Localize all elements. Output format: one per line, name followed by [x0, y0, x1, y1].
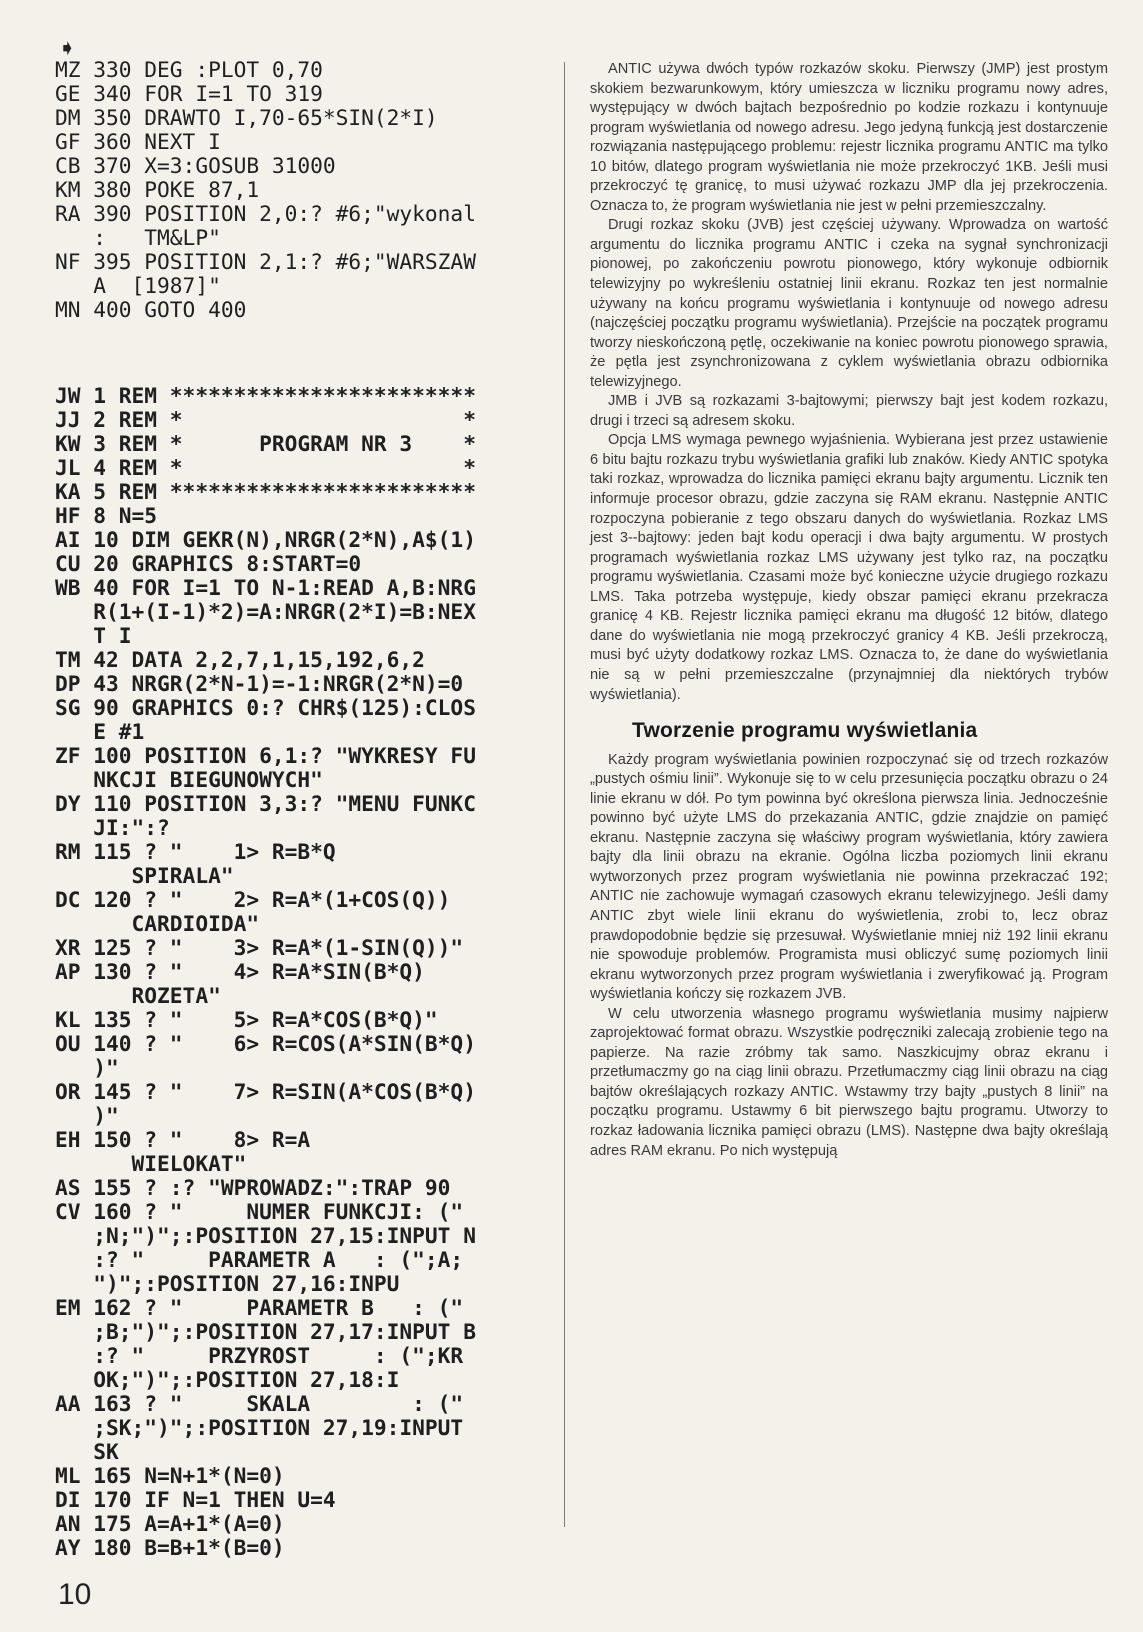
article-paragraph: JMB i JVB są rozkazami 3-bajtowymi; pierwszy bajt jest kodem rozkazu, drugi i trzeci są adresem skoku. — [590, 393, 1108, 429]
article-paragraph: W celu utworzenia własnego programu wyświetlania musimy najpierw zaprojektować format obrazu. Wszystkie podręczniki zalecają zrobienie tego na papierze. Na razie zróbmy tak samo. Naszkicujmy obraz ekranu i przetłumaczmy go na ciąg linii obrazu. Przetłumaczmy ciąg linii obrazu na ciąg bajtów określających rozkazy ANTIC. Wstawmy trzy bajty „pustych 8 linii” na początku programu. Ustawmy 6 bit pierwszego bajtu programu. Utworzy to rozkaz ładowania licznika pamięci obrazu (LMS). Następne dwa bajty określają adres RAM ekranu. Po nich występują — [590, 1005, 1108, 1159]
basic-listing-column — [55, 58, 555, 1560]
article-column — [590, 60, 1108, 1161]
article-paragraph: Każdy program wyświetlania powinien rozpoczynać się od trzech rozkazów „pustych ośmiu linii”. Wykonuje się to w celu przesunięcia początku obrazu o 24 linie ekranu w dół. Po tym powinna być określona pierwsza linia. Jednocześnie powinno być użyte LMS do przekazania ANTIC, gdzie znajdzie on pamięć ekranu. Następnie zaczyna się właściwy program wyświetlania, który zawiera bajty dla linii obrazu na ekranie. Ogólna liczba poziomych linii ekranu wytworzonych przez program wyświetlania nie powinna przekraczać 192; ANTIC nie zachowuje wymagań czasowych ekranu telewizyjnego. Jeśli damy ANTIC zbyt wiele linii ekranu do wyświetlenia, zrobi to, lecz obraz prawdopodobnie będzie się przesuwał. Wyświetlanie mniej niż 192 linii ekranu nie spowoduje problemów. Programista musi obliczyć sumę poziomych linii ekranu wytworzonych przez program wyświetlania i zweryfikować ją. Program wyświetlania kończy się rozkazem JVB. — [590, 751, 1108, 1003]
basic-listing-fragment: MZ 330 DEG :PLOT 0,70 GE 340 FOR I=1 TO 319 DM 350 DRAWTO I,70-65*SIN(2*I) GF 360 NEXT I CB 370 X=3:GOSUB 31000 KM 380 POKE 87,1 RA 390 POSITION 2,0:? #6;"wykonal : TM&LP" NF 395 POSITION 2,1:? #6;"WARSZAW A [1987]" MN 400 GOTO 400 — [55, 57, 476, 322]
page-number: 10 — [58, 1578, 92, 1611]
article-paragraph: ANTIC używa dwóch typów rozkazów skoku. Pierwszy (JMP) jest prostym skokiem bezwarunkowym, który umieszcza w liczniku programu nowy adres, występujący w dwóch bajtach bezpośrednio po kodzie rozkazu i kontynuuje program wyświetlania od nowego adresu. Jego jedyną funkcją jest dostarczenie rozwiązania następującego problemu: rejestr licznika programu ANTIC ma tylko 10 bitów, dlatego program wyświetlania nie może przekroczyć 1KB. Jeśli musi przekroczyć tę granicę, to musi używać rozkazu JMP dla jej przekroczenia. Oznacza to, że program wyświetlania nie jest w pełni przemieszczalny. — [590, 61, 1108, 214]
arrow-marker-icon: ➧ — [58, 36, 77, 61]
article-paragraph: Drugi rozkaz skoku (JVB) jest częściej używany. Wprowadza on wartość argumentu do licznika programu ANTIC i czeka na sygnał synchronizacji pionowej, po zakończeniu powrotu pionowego, który wykonuje odbiornik telewizyjny po wykreśleniu ostatniej linii ekranu. Rozkaz ten jest normalnie używany na końcu programu wyświetlania i kontynuuje od nowego adresu (najczęściej początku programu wyświetlania). Przejście na początek programu tworzy nieskończoną pętlę, oczekiwanie na koniec powrotu pionowego sprawia, że pętla jest zsynchronizowana z cyklem wyświetlania obrazu odbiornika telewizyjnego. — [590, 217, 1108, 390]
basic-listing-program-3: JW 1 REM ************************ JJ 2 REM * * KW 3 REM * PROGRAM NR 3 * JL 4 REM * * KA 5 REM ************************ HF 8 N=5 AI 10 DIM GEKR(N),NRGR(2*N),A$(1) CU 20 GRAPHICS 8:START=0 WB 40 FOR I=1 TO N-1:READ A,B:NRG R(1+(I-1)*2)=A:NRGR(2*I)=B:NEX T I TM 42 DATA 2,2,7,1,15,192,6,2 DP 43 NRGR(2*N-1)=-1:NRGR(2*N)=0 SG 90 GRAPHICS 0:? CHR$(125):CLOS E #1 ZF 100 POSITION 6,1:? "WYKRESY FU NKCJI BIEGUNOWYCH" DY 110 POSITION 3,3:? "MENU FUNKC JI:":? RM 115 ? " 1> R=B*Q SPIRALA" DC 120 ? " 2> R=A*(1+COS(Q)) CARDIOIDA" XR 125 ? " 3> R=A*(1-SIN(Q))" AP 130 ? " 4> R=A*SIN(B*Q) ROZETA" KL 135 ? " 5> R=A*COS(B*Q)" OU 140 ? " 6> R=COS(A*SIN(B*Q) )" OR 145 ? " 7> R=SIN(A*COS(B*Q) )" EH 150 ? " 8> R=A WIELOKAT" AS 155 ? :? "WPROWADZ:":TRAP 90 CV 160 ? " NUMER FUNKCJI: (" ;N;")";:POSITION 27,15:INPUT N :? " PARAMETR A : (";A; ")";:POSITION 27,16:INPU EM 162 ? " PARAMETR B : (" ;B;")";:POSITION 27,17:INPUT B :? " PRZYROST : (";KR OK;")";:POSITION 27,18:I AA 163 ? " SKALA : (" ;SK;")";:POSITION 27,19:INPUT SK ML 165 N=N+1*(N=0) DI 170 IF N=1 THEN U=4 AN 175 A=A+1*(A=0) AY 180 B=B+1*(B=0) — [55, 383, 476, 1560]
article-paragraph: Opcja LMS wymaga pewnego wyjaśnienia. Wybierana jest przez ustawienie 6 bitu bajtu rozkazu trybu wyświetlania grafiki lub znaków. Kiedy ANTIC spotyka taki rozkaz, wprowadza do licznika pamięci ekranu bajty argumentu. Licznik ten informuje procesor obrazu, gdzie zaczyna się RAM ekranu. Następnie ANTIC rozpoczyna pobieranie z tego obszaru danych do wyświetlania. Rozkaz LMS jest 3--bajtowy: jeden bajt kodu operacji i dwa bajty argumentu. W prostych programach wyświetlania rozkaz LMS używany jest tylko raz, na początku programu wyświetlania. Czasami może być konieczne użycie drugiego rozkazu LMS. Taka potrzeba występuje, kiedy obszar pamięci ekranu przekracza granicę 4 KB. Rejestr licznika pamięci ekranu ma długość 12 bitów, dlatego dane do wyświetlania nie mogą przekroczyć granicy 4 KB. Jeśli przekroczą, musi być użyty dodatkowy rozkaz LMS. Oznacza to, że dane do wyświetlania nie są w pełni przemieszczalne (przynajmniej dla niektórych trybów wyświetlania). — [590, 432, 1108, 703]
column-divider — [564, 62, 565, 1527]
listing-gap — [55, 322, 555, 384]
section-heading: Tworzenie programu wyświetlania — [632, 719, 978, 743]
